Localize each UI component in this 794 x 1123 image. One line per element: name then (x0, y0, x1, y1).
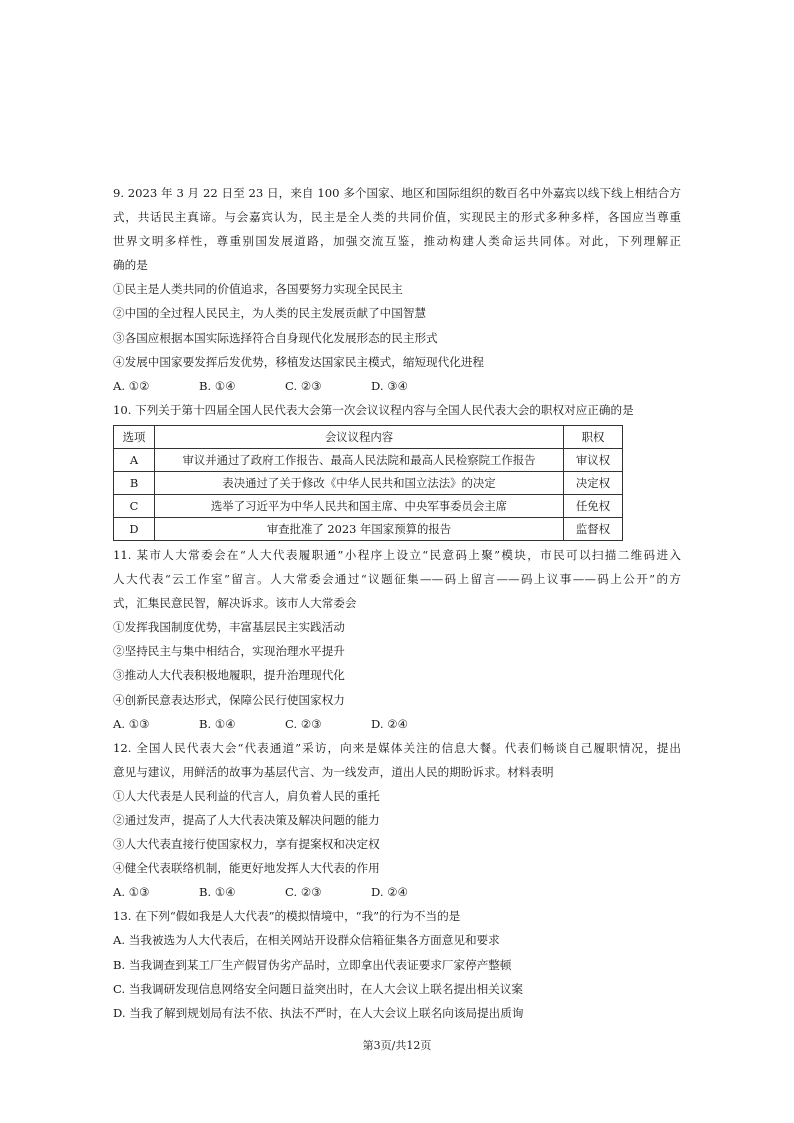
table-cell: 表决通过了关于修改《中华人民共和国立法法》的决定 (155, 471, 564, 494)
table-cell: C (114, 494, 155, 517)
statement-item: ④创新民意表达形式，保障公民行使国家权力 (113, 692, 345, 707)
table-header-cell: 选项 (114, 425, 155, 448)
table-cell: 监督权 (564, 517, 623, 540)
statement-item: ①发挥我国制度优势，丰富基层民主实践活动 (113, 620, 345, 635)
table-cell: B (114, 471, 155, 494)
question-stem-line: 人大代表“云工作室”留言。人大常委会通过“议题征集——码上留言——码上议事——码上公开”的方 (113, 572, 681, 587)
table-row (114, 494, 623, 517)
exam-content (113, 181, 681, 1025)
option-b: B. ①④ (199, 378, 236, 393)
choice-c: C. 当我调研发现信息网络安全问题日益突出时，在人大会议上联名提出相关议案 (113, 981, 524, 996)
statement-item: ②通过发声，提高了人大代表决策及解决问题的能力 (113, 812, 380, 827)
statement-item: ④健全代表联络机制，能更好地发挥人大代表的作用 (113, 861, 380, 876)
option-c: C. ②③ (285, 716, 322, 731)
question-stem-line: 13. 在下列“假如我是人大代表”的模拟情境中，“我”的行为不当的是 (113, 909, 461, 924)
question-9 (113, 181, 681, 398)
option-a: A. ①③ (113, 885, 150, 900)
table-row (114, 517, 623, 540)
statement-item: ①民主是人类共同的价值追求，各国要努力实现全民民主 (113, 282, 403, 297)
table-row (114, 448, 623, 471)
question-stem-line: 9. 2023 年 3 月 22 日至 23 日，来自 100 多个国家、地区和国际组织的数百名中外嘉宾以线下线上相结合方 (113, 186, 681, 200)
question-stem-line: 式，共话民主真谛。与会嘉宾认为，民主是全人类的共同价值，实现民主的形式多种多样，各国应当尊重 (113, 210, 681, 225)
question-stem-line: 式，汇集民意民智，解决诉求。该市人大常委会 (113, 596, 357, 611)
question-stem-line: 世界文明多样性，尊重别国发展道路，加强交流互鉴，推动构建人类命运共同体。对此，下列理解正 (113, 234, 681, 249)
question-stem-line: 10. 下列关于第十四届全国人民代表大会第一次会议议程内容与全国人民代表大会的职权对应正确的是 (113, 402, 634, 417)
statement-item: ①人大代表是人民利益的代言人，肩负着人民的重托 (113, 788, 380, 803)
question-11 (113, 543, 681, 736)
table-header-cell: 会议议程内容 (155, 425, 564, 448)
choice-b: B. 当我调查到某工厂生产假冒伪劣产品时，立即拿出代表证要求厂家停产整顿 (113, 957, 512, 972)
table-cell: 任免权 (564, 494, 623, 517)
table-cell: 决定权 (564, 471, 623, 494)
question-stem-line: 12. 全国人民代表大会“代表通道”采访，向来是媒体关注的信息大餐。代表们畅谈自己履职情况，提出 (113, 740, 681, 755)
statement-item: ④发展中国家要发挥后发优势，移植发达国家民主模式，缩短现代化进程 (113, 354, 485, 369)
question-13 (113, 904, 681, 1024)
choice-a: A. 当我被选为人大代表后，在相关网站开设群众信箱征集各方面意见和要求 (113, 933, 500, 948)
question-stem-line: 11. 某市人大常委会在“人大代表履职通”小程序上设立“民意码上聚”模块，市民可以扫描二维码进入 (113, 547, 681, 562)
option-a: A. ①③ (113, 716, 150, 731)
option-a: A. ①② (113, 378, 150, 393)
question-stem-line: 确的是 (113, 258, 148, 273)
option-b: B. ①④ (199, 716, 236, 731)
question-10 (113, 398, 681, 541)
answer-options (113, 712, 681, 736)
option-c: C. ②③ (285, 885, 322, 900)
table-header-cell: 职权 (564, 425, 623, 448)
statement-item: ③各国应根据本国实际选择符合自身现代化发展形态的民主形式 (113, 330, 438, 345)
table-cell: D (114, 517, 155, 540)
table-header-row (114, 425, 623, 448)
question-12 (113, 736, 681, 905)
table-cell: 审议并通过了政府工作报告、最高人民法院和最高人民检察院工作报告 (155, 448, 564, 471)
statement-item: ③人大代表直接行使国家权力，享有提案权和决定权 (113, 837, 380, 852)
option-c: C. ②③ (285, 378, 322, 393)
question-stem-line: 意见与建议，用鲜活的故事为基层代言、为一线发声，道出人民的期盼诉求。材料表明 (113, 764, 554, 779)
page-number: 第3页/共12页 (362, 1039, 432, 1052)
option-d: D. ②④ (371, 885, 409, 900)
option-d: D. ②④ (371, 716, 409, 731)
answer-options (113, 880, 681, 904)
option-d: D. ③④ (371, 378, 409, 393)
answer-options (113, 374, 681, 398)
statement-item: ②坚持民主与集中相结合，实现治理水平提升 (113, 644, 345, 659)
table-cell: A (114, 448, 155, 471)
statement-item: ③推动人大代表积极地履职，提升治理现代化 (113, 668, 345, 683)
answer-table (113, 425, 623, 541)
statement-item: ②中国的全过程人民民主，为人类的民主发展贡献了中国智慧 (113, 306, 427, 321)
table-cell: 选举了习近平为中华人民共和国主席、中央军事委员会主席 (155, 494, 564, 517)
table-row (114, 471, 623, 494)
option-b: B. ①④ (199, 885, 236, 900)
table-cell: 审查批准了 2023 年国家预算的报告 (155, 517, 564, 540)
table-cell: 审议权 (564, 448, 623, 471)
choice-d: D. 当我了解到规划局有法不依、执法不严时，在人大会议上联名向该局提出质询 (113, 1005, 524, 1020)
